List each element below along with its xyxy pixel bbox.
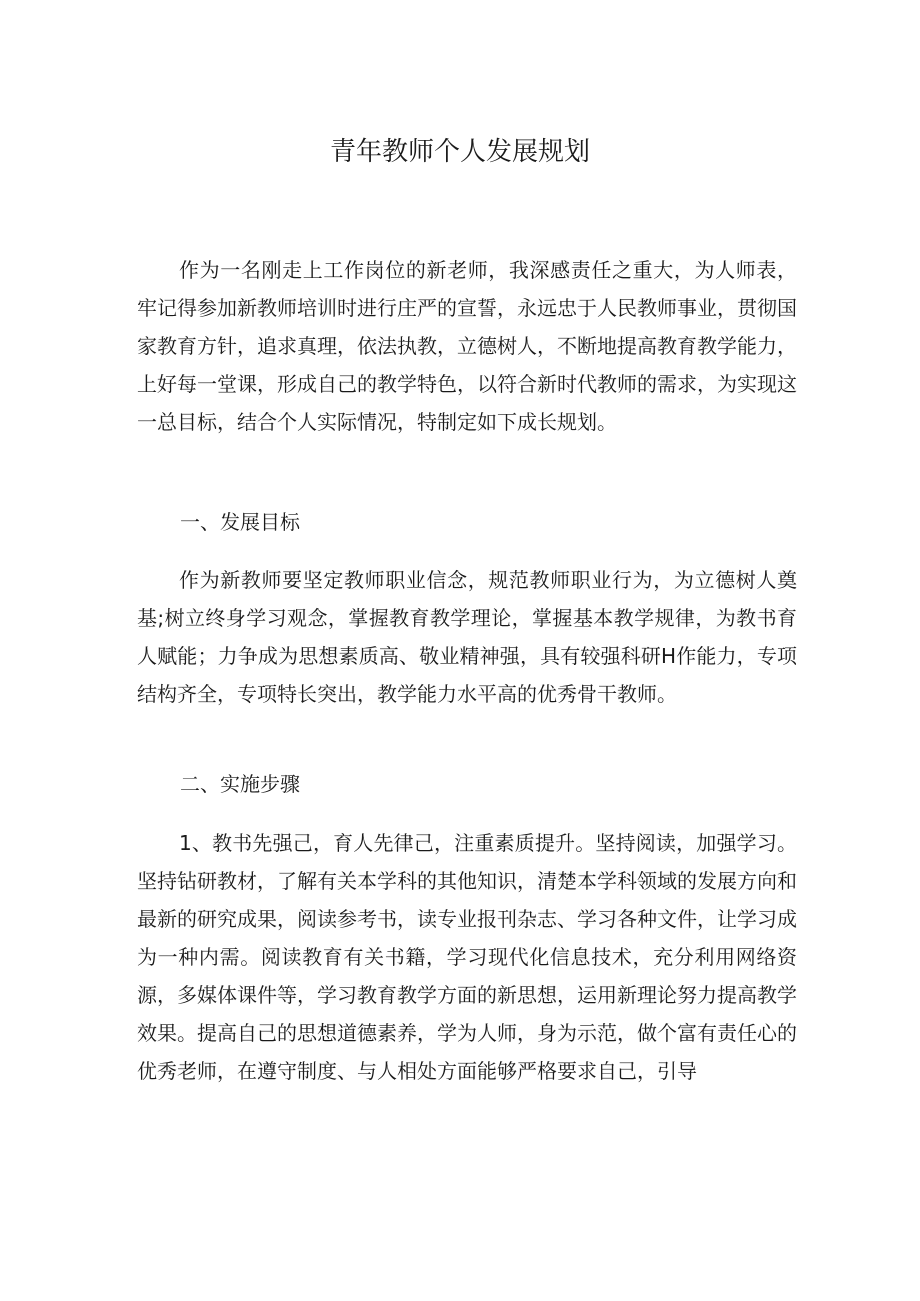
document-title: 青年教师个人发展规划 [329, 137, 590, 167]
intro-paragraph: 作为一名刚走上工作岗位的新老师，我深感责任之重大，为人师表，牢记得参加新教师培训时进行庄严的宣誓，永远忠于人民教师事业，贯彻国家教育方针，追求真理，依法执教，立德树人，不断地提高教育教学能力，上好每一堂课，形成自己的教学特色，以符合新时代教师的需求，为实现这一总目标，结合个人实际情况，特制定如下成长规划。 [137, 258, 797, 434]
section-heading-development-goals: 一、发展目标 [180, 510, 300, 534]
development-goals-paragraph: 作为新教师要坚定教师职业信念，规范教师职业行为，为立德树人奠基;树立终身学习观念，掌握教育教学理论，掌握基本教学规律，为教书育人赋能；力争成为思想素质高、敬业精神强，具有较强科研H作能力，专项结构齐全，专项特长突出，教学能力水平高的优秀骨干教师。 [137, 568, 797, 706]
section-heading-implementation-steps: 二、实施步骤 [180, 772, 300, 796]
implementation-steps-paragraph: 1、教书先强己，育人先律己，注重素质提升。坚持阅读，加强学习。坚持钻研教材，了解有关本学科的其他知识，清楚本学科领域的发展方向和最新的研究成果，阅读参考书，读专业报刊杂志、学习各种文件，让学习成为一种内需。阅读教育有关书籍，学习现代化信息技术，充分利用网络资源，多媒体课件等，学习教育教学方面的新思想，运用新理论努力提高教学效果。提高自己的思想道德素养，学为人师，身为示范，做个富有责任心的优秀老师，在遵守制度、与人相处方面能够严格要求自己，引导 [137, 831, 797, 1083]
